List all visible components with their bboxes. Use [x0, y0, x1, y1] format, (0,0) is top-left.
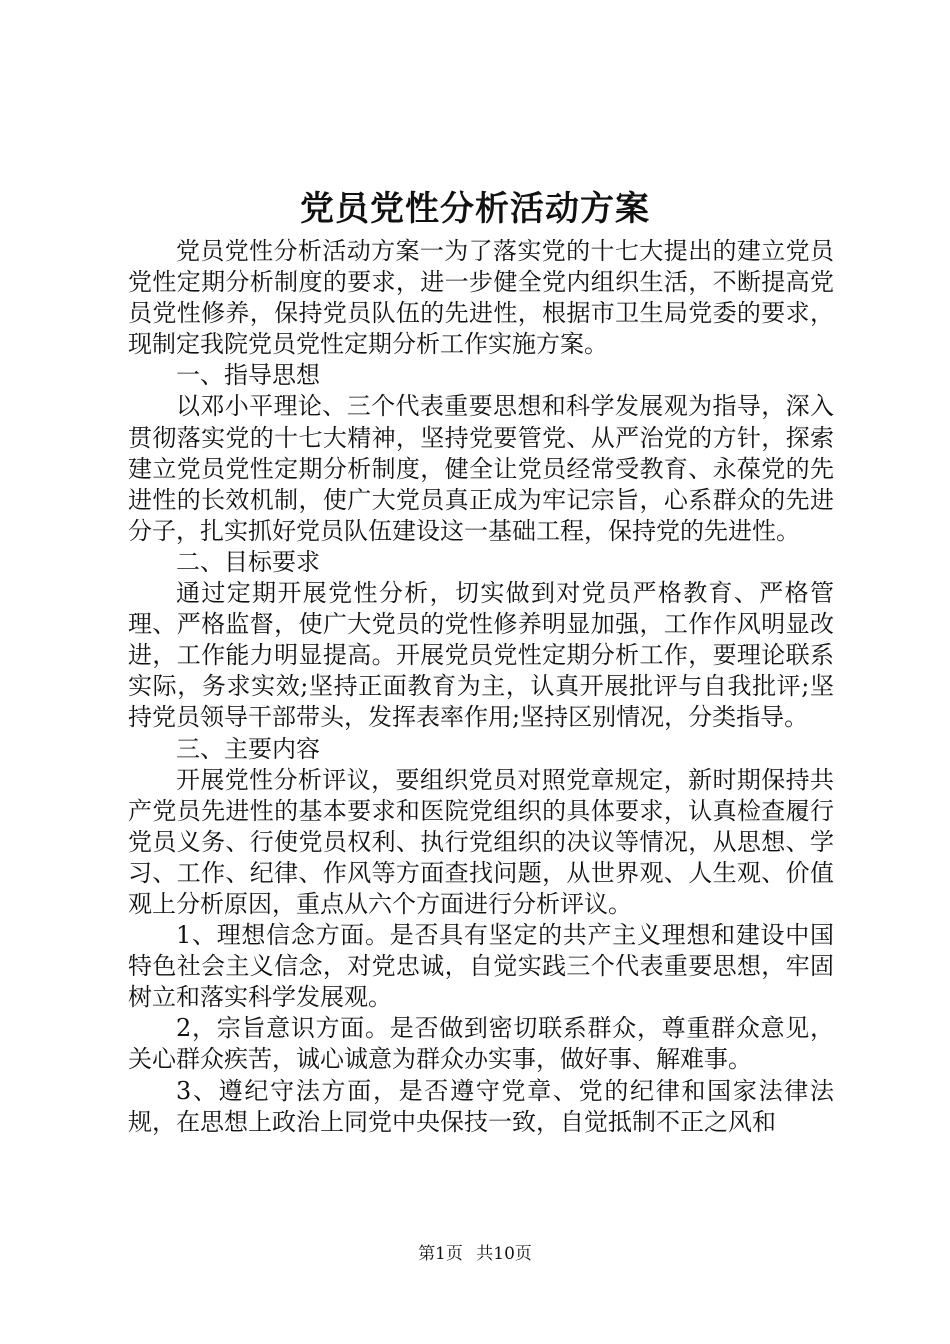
- section-heading-goals: 二、目标要求: [176, 547, 320, 576]
- paragraph-goals: 通过定期开展党性分析，切实做到对党员严格教育、严格管理、严格监督，使广大党员的党性修养明显加强，工作作风明显改进，工作能力明显提高。开展党员党性定期分析工作，要理论联系实际，务求实效;坚持正面教育为主，认真开展批评与自我批评;坚持党员领导干部带头，发挥表率作用;坚持区别情况，分类指导。: [128, 579, 834, 732]
- paragraph-guiding-ideology: 以邓小平理论、三个代表重要思想和科学发展观为指导，深入贯彻落实党的十七大精神，坚持党要管党、从严治党的方针，探索建立党员党性定期分析制度，健全让党员经常受教育、永葆党的先进性的长效机制，使广大党员真正成为牢记宗旨，心系群众的先进分子，扎实抓好党员队伍建设这一基础工程，保持党的先进性。: [128, 392, 834, 545]
- document-body: [128, 236, 834, 1138]
- paragraph-item-1: 1、理想信念方面。是否具有坚定的共产主义理想和建设中国特色社会主义信念，对党忠诚，自觉实践三个代表重要思想，牢固树立和落实科学发展观。: [128, 921, 834, 1012]
- document-title: 党员党性分析活动方案: [300, 189, 650, 229]
- paragraph-intro: 党员党性分析活动方案一为了落实党的十七大提出的建立党员党性定期分析制度的要求，进一步健全党内组织生活，不断提高党员党性修养，保持党员队伍的先进性，根据市卫生局党委的要求，现制定我院党员党性定期分析工作实施方案。: [128, 237, 834, 359]
- page-number: 第1页: [418, 1244, 463, 1264]
- paragraph-item-2: 2，宗旨意识方面。是否做到密切联系群众，尊重群众意见，关心群众疾苦，诚心诚意为群众办实事，做好事、解难事。: [128, 1014, 834, 1074]
- paragraph-main-content: 开展党性分析评议，要组织党员对照党章规定，新时期保持共产党员先进性的基本要求和医院党组织的具体要求，认真检查履行党员义务、行使党员权利、执行党组织的决议等情况，从思想、学习、工作、纪律、作风等方面查找问题，从世界观、人生观、价值观上分析原因，重点从六个方面进行分析评议。: [128, 765, 834, 918]
- page-footer: [0, 1243, 950, 1265]
- section-heading-guiding-ideology: 一、指导思想: [176, 361, 320, 390]
- page-total: 共10页: [476, 1244, 532, 1264]
- paragraph-item-3: 3、遵纪守法方面，是否遵守党章、党的纪律和国家法律法规，在思想上政治上同党中央保技一致，自觉抵制不正之风和: [128, 1076, 834, 1136]
- section-heading-main-content: 三、主要内容: [176, 734, 320, 763]
